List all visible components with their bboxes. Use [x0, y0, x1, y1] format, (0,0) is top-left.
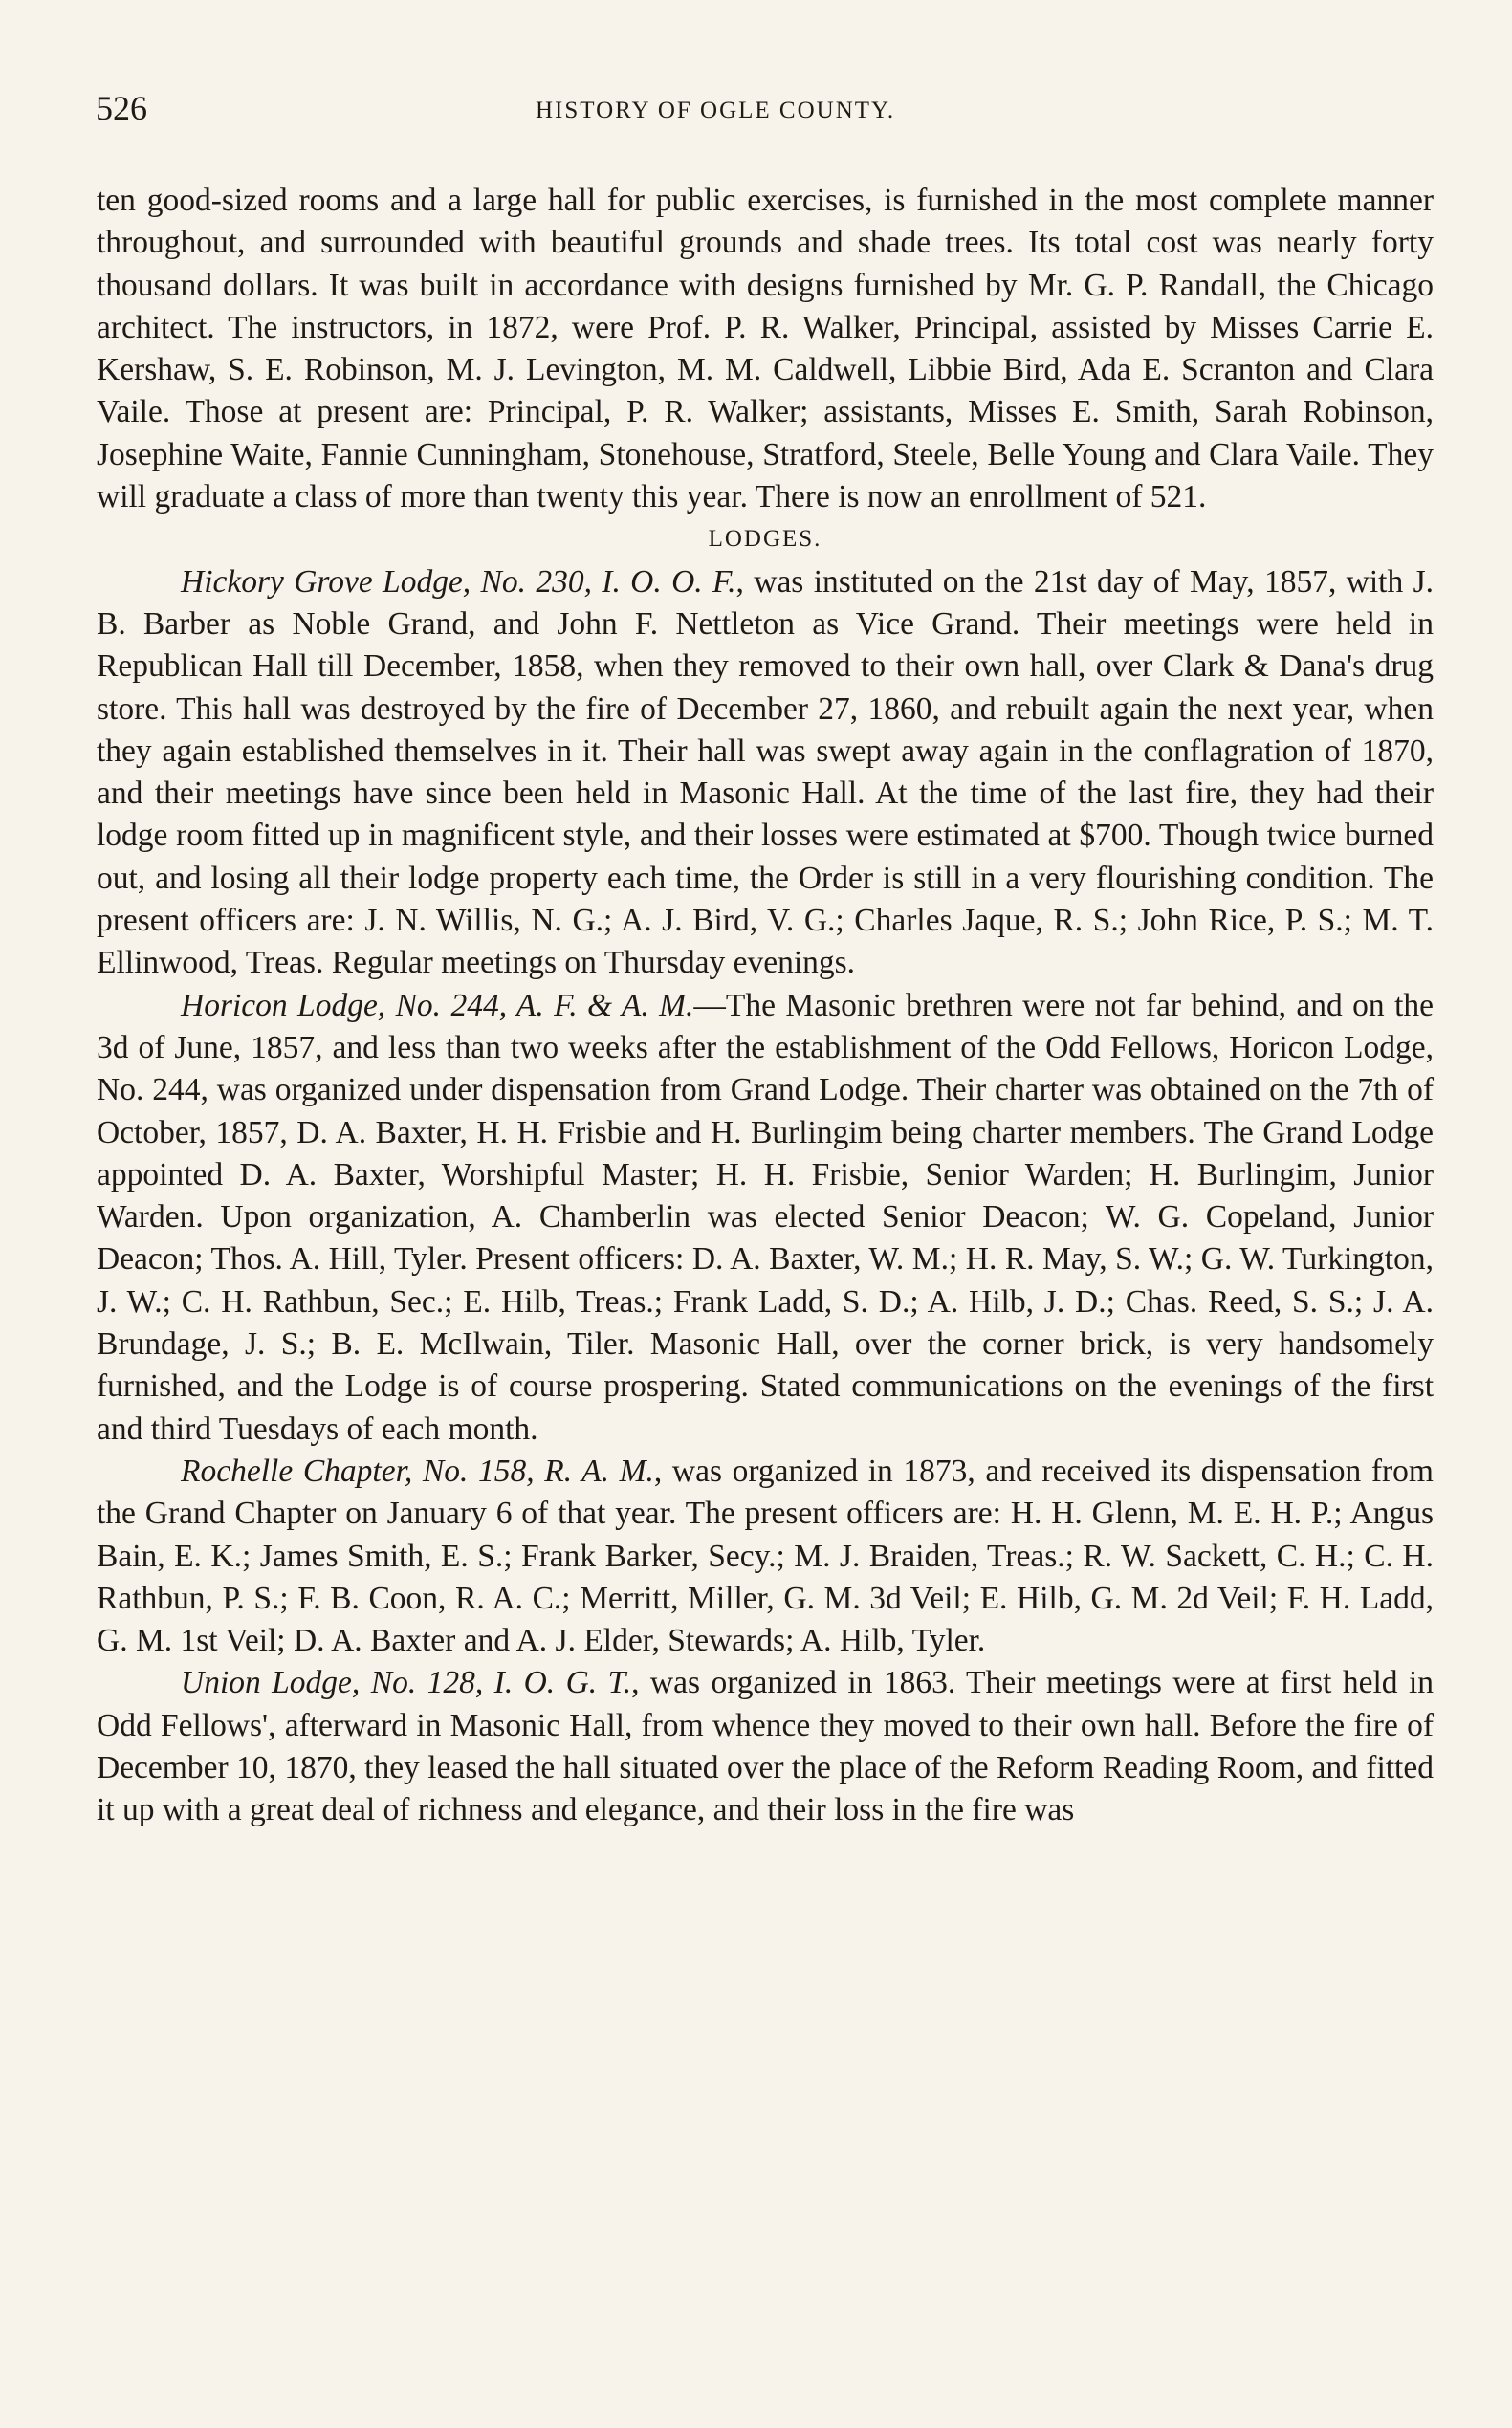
paragraph-rochelle-chapter [97, 1451, 1434, 1662]
page-number: 526 [96, 89, 147, 127]
paragraph-text: , was organized in 1873, and received its dispensation from the Grand Chapter on January 6 of that year. The present officers are: H. H. Glenn, M. E. H. P.; Angus Bain, E. K.; James Smith, E. S.; Frank Barker, Secy.; M. J. Braiden, Treas.; R. W. Sackett, C. H.; C. H. Rathbun, P. S.; F. B. Coon, R. A. C.; Merritt, Miller, G. M. 3d Veil; E. Hilb, G. M. 2d Veil; F. H. Ladd, G. M. 1st Veil; D. A. Baxter and A. J. Elder, Stewards; A. Hilb, Tyler. [97, 1453, 1434, 1659]
paragraph-text: ten good-sized rooms and a large hall for public exercises, is furnished in the most complete manner throughout, and surrounded with beautiful grounds and shade trees. Its total cost was nearly forty thousand dollars. It was built in accordance with designs furnished by Mr. G. P. Randall, the Chicago architect. The instructors, in 1872, were Prof. P. R. Walker, Principal, assisted by Misses Carrie E. Kershaw, S. E. Robinson, M. J. Levington, M. M. Caldwell, Libbie Bird, Ada E. Scranton and Clara Vaile. Those at present are: Principal, P. R. Walker; assistants, Misses E. Smith, Sarah Robinson, Josephine Waite, Fannie Cunningham, Stonehouse, Stratford, Steele, Belle Young and Clara Vaile. They will graduate a class of more than twenty this year. There is now an enrollment of 521. [97, 183, 1434, 515]
paragraph-text: —The Masonic brethren were not far behind, and on the 3d of June, 1857, and less than two weeks after the establishment of the Odd Fellows, Horicon Lodge, No. 244, was organized under dispensation from Grand Lodge. Their charter was obtained on the 7th of October, 1857, D. A. Baxter, H. H. Frisbie and H. Burlingim being charter members. The Grand Lodge appointed D. A. Baxter, Worshipful Master; H. H. Frisbie, Senior Warden; H. Burlingim, Junior Warden. Upon organization, A. Chamberlin was elected Senior Deacon; W. G. Copeland, Junior Deacon; Thos. A. Hill, Tyler. Present officers: D. A. Baxter, W. M.; H. R. May, S. W.; G. W. Turkington, J. W.; C. H. Rathbun, Sec.; E. Hilb, Treas.; Frank Ladd, S. D.; A. Hilb, J. D.; Chas. Reed, S. S.; J. A. Brundage, J. S.; B. E. McIlwain, Tiler. Masonic Hall, over the corner brick, is very handsomely furnished, and the Lodge is of course prospering. Stated communications on the evenings of the first and third Tuesdays of each month. [97, 987, 1434, 1447]
paragraph-horicon-lodge [97, 985, 1434, 1451]
lodge-name: Horicon Lodge, No. 244, A. F. & A. M. [181, 987, 694, 1023]
running-head [96, 88, 1425, 136]
section-heading-lodges: LODGES. [708, 526, 822, 553]
running-title: HISTORY OF OGLE COUNTY. [536, 98, 896, 123]
lodge-name: Rochelle Chapter, No. 158, R. A. M. [181, 1453, 654, 1489]
paragraph-text: , was instituted on the 21st day of May, 1857, with J. B. Barber as Noble Grand, and John F. Nettleton as Vice Grand. Their meetings were held in Republican Hall till December, 1858, when they removed to their own hall, over Clark & Dana's drug store. This hall was destroyed by the fire of December 27, 1860, and rebuilt again the next year, when they again established themselves in it. Their hall was swept away again in the conflagration of 1870, and their meetings have since been held in Masonic Hall. At the time of the last fire, they had their lodge room fitted up in magnificent style, and their losses were estimated at $700. Though twice burned out, and losing all their lodge property each time, the Order is still in a very flourishing condition. The present officers are: J. N. Willis, N. G.; A. J. Bird, V. G.; Charles Jaque, R. S.; John Rice, P. S.; M. T. Ellinwood, Treas. Regular meetings on Thursday evenings. [97, 563, 1434, 981]
body-text [97, 180, 1434, 1832]
paragraph-union-lodge [97, 1662, 1434, 1831]
paragraph-text: , was organized in 1863. Their meetings were at first held in Odd Fellows', afterward in Masonic Hall, from whence they moved to their own hall. Before the fire of December 10, 1870, they leased the hall situated over the place of the Reform Reading Room, and fitted it up with a great deal of richness and elegance, and their loss in the fire was [97, 1665, 1435, 1828]
lodge-name: Hickory Grove Lodge, No. 230, I. O. O. F. [181, 563, 736, 600]
lodge-name: Union Lodge, No. 128, I. O. G. T. [181, 1665, 632, 1701]
paragraph-normal-school [97, 180, 1434, 518]
paragraph-hickory-grove-lodge [97, 561, 1434, 985]
